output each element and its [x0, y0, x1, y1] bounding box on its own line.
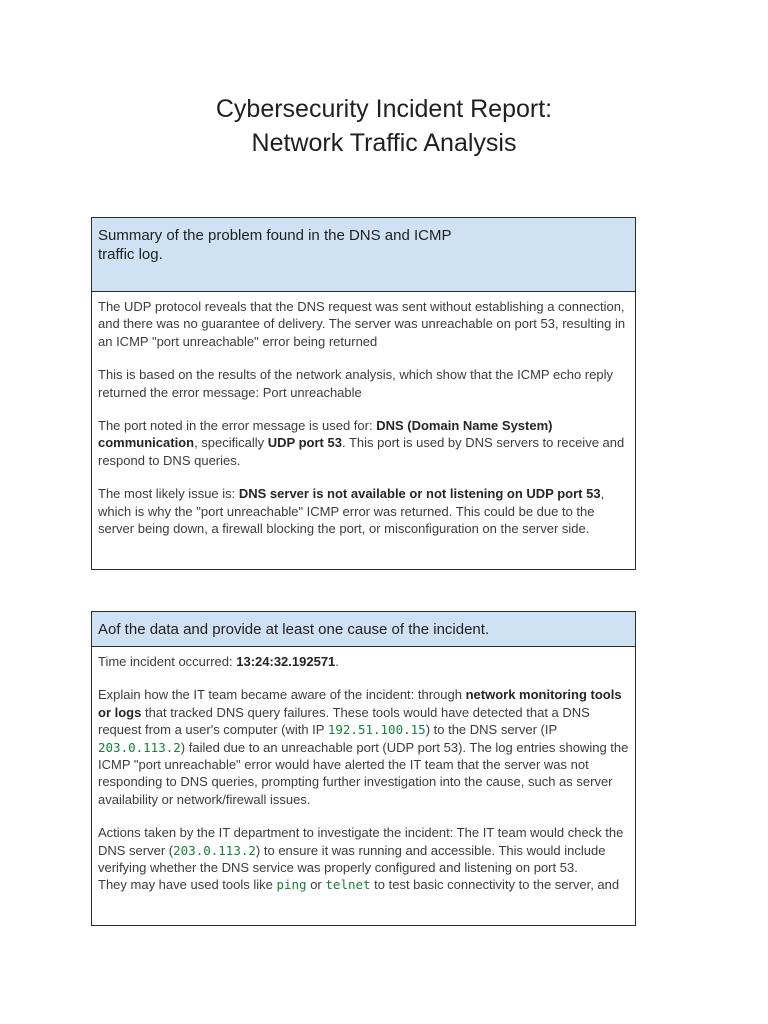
- analysis-section-header: [92, 612, 635, 647]
- summary-paragraph-udp: The UDP protocol reveals that the DNS request was sent without establishing a connection, and there was no guarantee of delivery. The server was unreachable on port 53, resulting in an ICMP "port unreachable" error being returned: [98, 299, 626, 349]
- telnet-tool: telnet: [325, 877, 371, 893]
- analysis-section-heading: Aof the data and provide at least one cause of the incident.: [98, 621, 490, 638]
- udp-port-53: UDP port 53: [267, 435, 342, 451]
- dns-server-ip: 203.0.113.2: [98, 739, 181, 755]
- summary-paragraph-port: The port noted in the error message is used for: DNS (Domain Name System) communication, specifically UDP port 53. This port is used by DNS servers to receive and respond to DNS queries.: [98, 418, 625, 468]
- actions-paragraph: Actions taken by the IT department to investigate the incident: The IT team would check the DNS server (203.0.113.2) to ensure it was running and accessible. This would include verifying whether the DNS service was properly configured and listening on port 53.: [98, 825, 624, 876]
- likely-issue: DNS server is not available or not listening on UDP port 53: [238, 486, 601, 502]
- report-title: [0, 92, 768, 160]
- report-title-line1: Cybersecurity Incident Report:: [215, 95, 553, 123]
- awareness-paragraph: Explain how the IT team became aware of the incident: through network monitoring tools or logs that tracked DNS query failures. These tools would have detected that a DNS request from a user's computer (with IP 192.51.100.15) to the DNS server (IP 203.0.113.2) failed due to an unreachable port (UDP port 53). The log entries showing the ICMP "port unreachable" error would have alerted the IT team that the server was not responding to DNS queries, prompting further investigation into the cause, such as server availability or network/firewall issues.: [98, 687, 629, 807]
- summary-section-header: [92, 218, 635, 292]
- report-title-line2: Network Traffic Analysis: [251, 129, 517, 157]
- monitoring-tools: network monitoring tools or logs: [98, 687, 622, 720]
- summary-section: [91, 217, 636, 570]
- analysis-section-body: [92, 647, 635, 894]
- incident-time-paragraph: Time incident occurred: 13:24:32.192571.: [98, 654, 339, 669]
- dns-server-ip-check: 203.0.113.2: [173, 842, 256, 858]
- analysis-section: [91, 611, 636, 926]
- ping-tool: ping: [276, 877, 307, 893]
- dns-protocol-name: DNS (Domain Name System) communication: [98, 418, 553, 451]
- incident-time: 13:24:32.192571: [236, 654, 336, 669]
- summary-paragraph-analysis: This is based on the results of the network analysis, which show that the ICMP echo reply returned the error message: Port unreachable: [98, 367, 613, 400]
- summary-section-heading: Summary of the problem found in the DNS and ICMP traffic log.: [98, 227, 452, 263]
- summary-paragraph-issue: The most likely issue is: DNS server is not available or not listening on UDP port 53, which is why the "port unreachable" ICMP error was returned. This could be due to the server being down, a firewall blocking the port, or misconfiguration on the server side.: [98, 486, 605, 537]
- summary-section-body: [92, 292, 635, 537]
- tools-paragraph: They may have used tools like ping or telnet to test basic connectivity to the server, and: [98, 877, 620, 893]
- client-ip: 192.51.100.15: [327, 722, 426, 738]
